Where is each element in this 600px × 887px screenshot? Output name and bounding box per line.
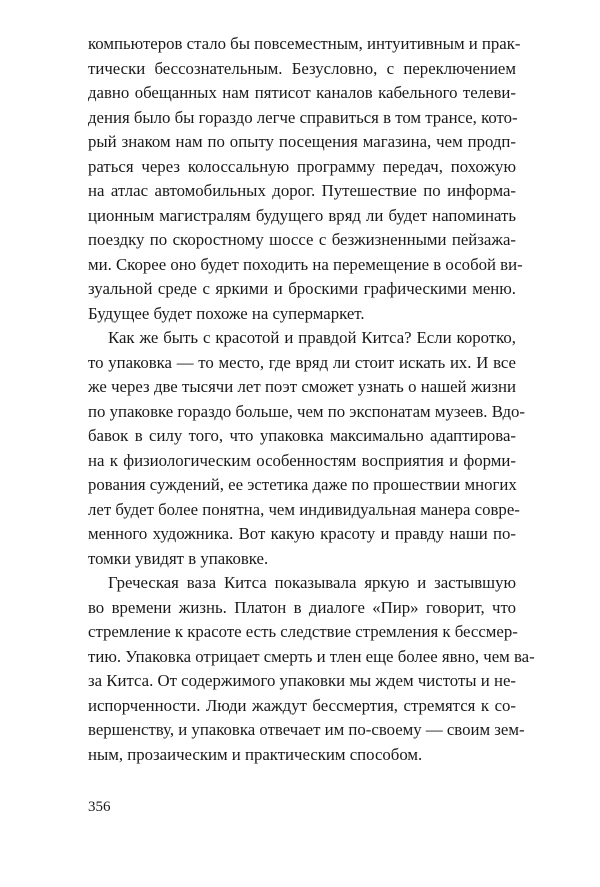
text-line: зуальной среде с яркими и броскими графическими меню. [88, 279, 516, 298]
text-line: давно обещанных нам пятисот каналов кабельного телеви- [88, 83, 516, 102]
text-line: бавок в силу того, что упаковка максимально адаптирова- [88, 426, 516, 445]
text-line: компьютеров стало бы повсеместным, интуитивным и прак- [88, 34, 521, 53]
text-line: раться через колоссальную программу передач, похожую [88, 156, 516, 176]
text-line: по упаковке гораздо больше, чем по экспонатам музеев. Вдо- [88, 401, 525, 421]
text-line: на к физиологическим особенностям восприятия и форми- [88, 450, 516, 470]
text-line: же через две тысячи лет поэт сможет узнать о нашей жизни [88, 377, 516, 396]
paragraph [88, 32, 523, 326]
text-line: рования суждений, ее эстетика даже по прошествии многих [88, 475, 517, 494]
paragraph [88, 326, 525, 571]
text-line: тию. Упаковка отрицает смерть и тлен еще более явно, чем ва- [88, 646, 535, 666]
text-line: вершенству, и упаковка отвечает им по-своему — своим зем- [88, 720, 525, 739]
body-text [88, 32, 535, 767]
page-number: 356 [88, 799, 111, 815]
text-line: ным, прозаическим и практическим способом. [88, 744, 423, 764]
text-line: Греческая ваза Китса показывала яркую и застывшую [108, 573, 516, 592]
text-line: испорченности. Люди жаждут бессмертия, стремятся к со- [88, 695, 516, 715]
text-line: поездку по скоростному шоссе с безжизненными пейзажа- [88, 230, 516, 249]
text-line: менного художника. Вот какую красоту и правду наши по- [88, 524, 516, 543]
text-line: на атлас автомобильных дорог. Путешествие по информа- [88, 181, 516, 200]
text-line: то упаковка — то место, где вряд ли стоит искать их. И все [88, 352, 516, 372]
text-line: Как же быть с красотой и правдой Китса? Если коротко, [108, 328, 516, 347]
text-line: Будущее будет похоже на супермаркет. [88, 303, 365, 323]
text-line: рый знаком нам по опыту посещения магазина, чем продп- [88, 132, 516, 151]
text-line: дения было бы гораздо легче справиться в том трансе, кото- [88, 107, 518, 127]
text-line: ми. Скорее оно будет походить на перемещение в особой ви- [88, 254, 523, 274]
text-line: стремление к красоте есть следствие стремления к бессмер- [88, 622, 518, 641]
paragraph [88, 571, 535, 767]
text-line: ционным магистралям будущего вряд ли будет напоминать [88, 205, 516, 225]
text-line: во времени жизнь. Платон в диалоге «Пир» говорит, что [88, 597, 516, 617]
text-line: за Китса. От содержимого упаковки мы ждем чистоты и не- [88, 671, 516, 690]
text-line: лет будет более понятна, чем индивидуальная манера совре- [88, 499, 520, 519]
text-line: тически бессознательным. Безусловно, с переключением [88, 58, 516, 78]
text-line: томки увидят в упаковке. [88, 548, 269, 568]
